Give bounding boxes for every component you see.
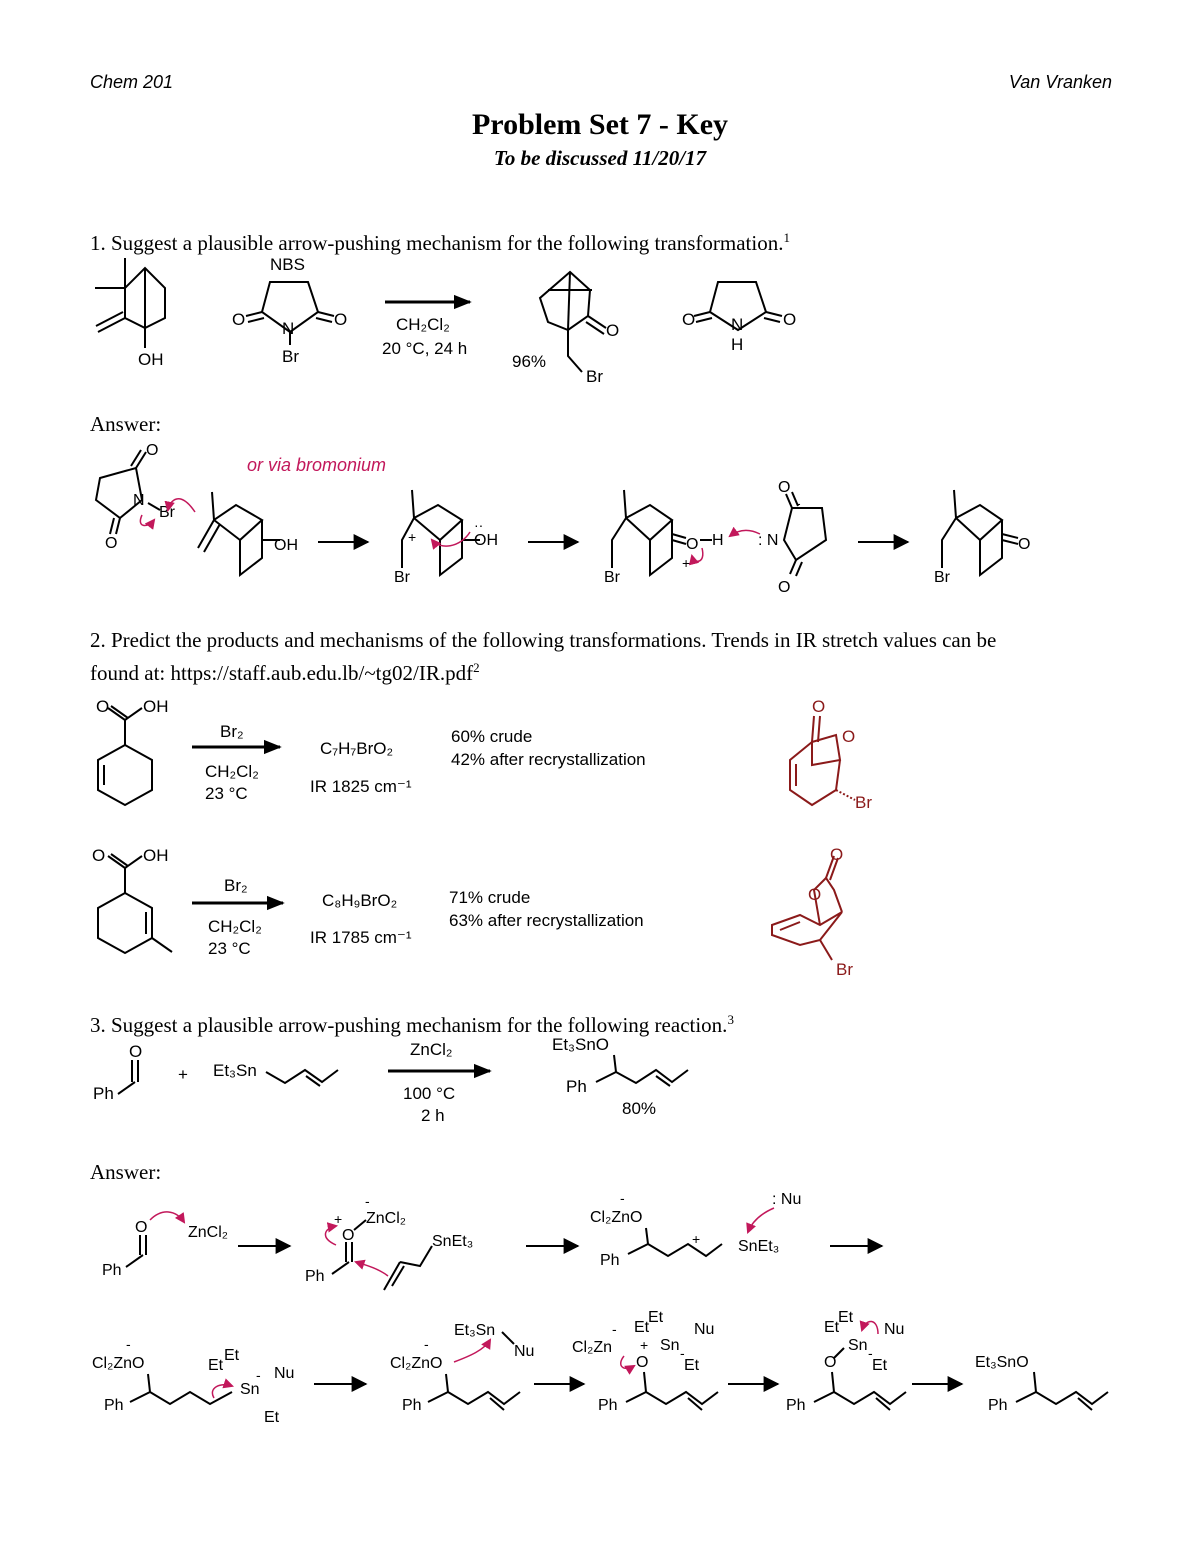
q2r2-solvent: CH₂Cl₂ bbox=[208, 917, 262, 936]
q1m-plus-1: + bbox=[408, 529, 417, 545]
q3m-nu-1: : Nu bbox=[772, 1191, 802, 1208]
q1m-colon-n: : N bbox=[758, 532, 779, 549]
q1m-o-ox: O bbox=[686, 536, 699, 553]
q3-o: O bbox=[129, 1042, 143, 1061]
q3m-o-1: O bbox=[135, 1219, 148, 1236]
q3-product-label: Et₃SnO bbox=[552, 1035, 610, 1054]
q1-succ-h: H bbox=[731, 335, 744, 354]
q3m-minus-8: - bbox=[868, 1345, 873, 1361]
q2-reaction-2 bbox=[92, 845, 853, 979]
q3m-ph-6: Ph bbox=[598, 1397, 618, 1414]
q1m-succ-o-top: O bbox=[778, 479, 791, 496]
answer-1-label: Answer: bbox=[90, 412, 162, 436]
q2r2-temp: 23 °C bbox=[208, 939, 251, 958]
q3-product-ph: Ph bbox=[566, 1077, 587, 1096]
q2r1-ir: IR 1825 cm⁻¹ bbox=[310, 777, 412, 796]
question-1-text: 1. Suggest a plausible arrow-pushing mechanism for the following transformation. bbox=[90, 231, 784, 255]
q2r1-solvent: CH₂Cl₂ bbox=[205, 762, 259, 781]
q3-time: 2 h bbox=[421, 1106, 445, 1125]
q1m-succ-o-bottom: O bbox=[778, 579, 791, 596]
author-label: Van Vranken bbox=[1008, 72, 1112, 92]
q3m-o-4: O bbox=[824, 1354, 837, 1371]
q3m-cl2zno-1: Cl₂ZnO bbox=[590, 1209, 643, 1226]
q1m-h: H bbox=[712, 532, 724, 549]
answer-3-label: Answer: bbox=[90, 1160, 162, 1184]
q3m-et-2: Et bbox=[224, 1347, 240, 1364]
q1-nbs-o-right: O bbox=[334, 310, 348, 329]
q2r2-product-br: Br bbox=[836, 960, 853, 979]
q2r1-product-o-ring: O bbox=[842, 727, 856, 746]
q3m-zncl2-1: ZnCl₂ bbox=[188, 1224, 228, 1241]
q3m-final-et3sno: Et₃SnO bbox=[975, 1354, 1029, 1371]
question-1-ref: 1 bbox=[783, 230, 790, 245]
q2r2-formula: C₈H₉BrO₂ bbox=[322, 891, 398, 910]
q3m-cl2zno-2: Cl₂ZnO bbox=[92, 1355, 145, 1372]
q3m-et3sn-1: Et₃Sn bbox=[454, 1322, 496, 1339]
q2r2-yield-crude: 71% crude bbox=[449, 888, 531, 907]
q2r2-oh: OH bbox=[143, 846, 169, 865]
q1-succ-o-left: O bbox=[682, 310, 696, 329]
q1m-product-o: O bbox=[1018, 536, 1031, 553]
q3m-et-5: Et bbox=[648, 1309, 664, 1326]
q3m-nu-4: Nu bbox=[694, 1321, 715, 1338]
q2r2-ir: IR 1785 cm⁻¹ bbox=[310, 928, 412, 947]
q3m-plus-3: + bbox=[640, 1337, 649, 1353]
q3m-nu-5: Nu bbox=[884, 1321, 905, 1338]
q3m-minus-7: - bbox=[680, 1345, 685, 1361]
q3m-et-1: Et bbox=[208, 1357, 224, 1374]
question-2-line2: found at: https://staff.aub.edu.lb/~tg02/IR.pdf bbox=[90, 661, 474, 685]
q1-yield: 96% bbox=[512, 352, 547, 371]
q3m-et-3: Et bbox=[264, 1409, 280, 1426]
q2r2-o: O bbox=[92, 846, 106, 865]
q1-nbs-label: NBS bbox=[270, 255, 305, 274]
q3m-ph-7: Ph bbox=[786, 1397, 806, 1414]
q2r1-temp: 23 °C bbox=[205, 784, 248, 803]
q1m-o-bottom: O bbox=[105, 535, 118, 552]
q1-reaction bbox=[95, 255, 796, 386]
q2r1-yield-crude: 60% crude bbox=[451, 727, 533, 746]
q1-product-br: Br bbox=[586, 367, 603, 386]
q3m-ph-2: Ph bbox=[305, 1268, 325, 1285]
q2r2-product bbox=[772, 856, 842, 960]
q1-mechanism bbox=[96, 442, 1030, 596]
q3m-minus-1: - bbox=[365, 1193, 370, 1209]
q2r2-reagent: Br₂ bbox=[224, 876, 248, 895]
q2r2-product-o-ring: O bbox=[808, 885, 822, 904]
q3m-plus-2: + bbox=[692, 1231, 701, 1247]
q3-ph: Ph bbox=[93, 1084, 114, 1103]
q3-reaction bbox=[93, 1035, 688, 1125]
page-subtitle: To be discussed 11/20/17 bbox=[493, 146, 707, 170]
q1-nbs-br: Br bbox=[282, 347, 299, 366]
q1-succ-o-right: O bbox=[783, 310, 797, 329]
q3m-ph-5: Ph bbox=[402, 1397, 422, 1414]
q3m-et-7: Et bbox=[824, 1319, 840, 1336]
q1-conditions: 20 °C, 24 h bbox=[382, 339, 468, 358]
q3m-cl2zno-3: Cl₂ZnO bbox=[390, 1355, 443, 1372]
q3m-ph-1: Ph bbox=[102, 1262, 122, 1279]
q3m-nu-2: Nu bbox=[274, 1365, 295, 1382]
q1-nbs-o-left: O bbox=[232, 310, 246, 329]
q3m-snet3-2: SnEt₃ bbox=[738, 1238, 780, 1255]
q3m-plus-1: + bbox=[334, 1211, 343, 1227]
q3m-minus-4: - bbox=[256, 1367, 261, 1383]
q1-product-o: O bbox=[606, 321, 620, 340]
q2r1-reagent: Br₂ bbox=[220, 722, 244, 741]
q3-temp: 100 °C bbox=[403, 1084, 456, 1103]
q1m-lonepair: ·· bbox=[474, 517, 484, 533]
q2r1-oh: OH bbox=[143, 697, 169, 716]
q3m-ph-4: Ph bbox=[104, 1397, 124, 1414]
q3m-zncl2-2: ZnCl₂ bbox=[366, 1210, 406, 1227]
q3-plus: + bbox=[178, 1065, 188, 1084]
q2r2-product-o-top: O bbox=[830, 845, 844, 864]
q3m-cl2zn-1: Cl₂Zn bbox=[572, 1339, 612, 1356]
question-2-ref: 2 bbox=[473, 660, 480, 675]
q3-yield: 80% bbox=[622, 1099, 657, 1118]
q1-nbs-n: N bbox=[282, 319, 295, 338]
q1m-br-3: Br bbox=[604, 569, 620, 586]
q3m-final-ph: Ph bbox=[988, 1397, 1008, 1414]
q1m-oh-2: OH bbox=[474, 532, 498, 549]
q3m-ph-3: Ph bbox=[600, 1252, 620, 1269]
q3-mechanism-row-1 bbox=[102, 1190, 882, 1290]
q3m-et-6: Et bbox=[684, 1357, 700, 1374]
q1m-product-br: Br bbox=[934, 569, 950, 586]
q1-solvent: CH₂Cl₂ bbox=[396, 315, 450, 334]
q1m-n: N bbox=[133, 492, 145, 509]
q3m-minus-5: - bbox=[424, 1336, 429, 1352]
q3m-sn-1: Sn bbox=[240, 1381, 260, 1398]
question-3-text: 3. Suggest a plausible arrow-pushing mechanism for the following reaction. bbox=[90, 1013, 728, 1037]
q3m-et-8: Et bbox=[838, 1309, 854, 1326]
q1m-br-2: Br bbox=[394, 569, 410, 586]
q1-product bbox=[540, 272, 606, 372]
q3m-o-2: O bbox=[342, 1227, 355, 1244]
q3m-snet3-1: SnEt₃ bbox=[432, 1233, 474, 1250]
q1m-br: Br bbox=[159, 504, 175, 521]
q1-starting-material bbox=[95, 258, 165, 348]
q3m-o-3: O bbox=[636, 1354, 649, 1371]
q1-oh-label: OH bbox=[138, 350, 164, 369]
q3-reagent: ZnCl₂ bbox=[410, 1040, 453, 1059]
q3-allylstannane: Et₃Sn bbox=[213, 1061, 257, 1080]
q3m-minus-6: - bbox=[612, 1321, 617, 1337]
q2-reaction-1 bbox=[96, 697, 872, 812]
course-label: Chem 201 bbox=[90, 72, 174, 92]
q2r1-formula: C₇H₇BrO₂ bbox=[320, 739, 394, 758]
q2r1-product-br: Br bbox=[855, 793, 872, 812]
q3m-sn-2: Sn bbox=[660, 1337, 680, 1354]
q3m-et-4: Et bbox=[634, 1319, 650, 1336]
q1-bromonium-note: or via bromonium bbox=[247, 455, 387, 475]
q2r1-yield-recryst: 42% after recrystallization bbox=[451, 750, 646, 769]
q3m-minus-2: - bbox=[620, 1190, 625, 1206]
q3-mechanism-row-2 bbox=[92, 1309, 1108, 1426]
q1-succ-n: N bbox=[731, 315, 744, 334]
q3m-sn-3: Sn bbox=[848, 1337, 868, 1354]
question-2-line1: 2. Predict the products and mechanisms of the following transformations. Trends in IR stretch values can be bbox=[90, 628, 997, 652]
question-3-ref: 3 bbox=[727, 1012, 734, 1027]
q1m-oh-1: OH bbox=[274, 537, 298, 554]
q3m-nu-3: Nu bbox=[514, 1343, 535, 1360]
q3m-minus-3: - bbox=[126, 1336, 131, 1352]
q2r1-product-o-top: O bbox=[812, 697, 826, 716]
q3m-et-9: Et bbox=[872, 1357, 888, 1374]
q2r2-yield-recryst: 63% after recrystallization bbox=[449, 911, 644, 930]
q1m-o-top: O bbox=[146, 442, 159, 459]
page-title: Problem Set 7 - Key bbox=[471, 108, 729, 141]
q1m-minus: - bbox=[796, 495, 801, 511]
q1m-plus-2: + bbox=[682, 555, 691, 571]
q2r1-o: O bbox=[96, 697, 110, 716]
